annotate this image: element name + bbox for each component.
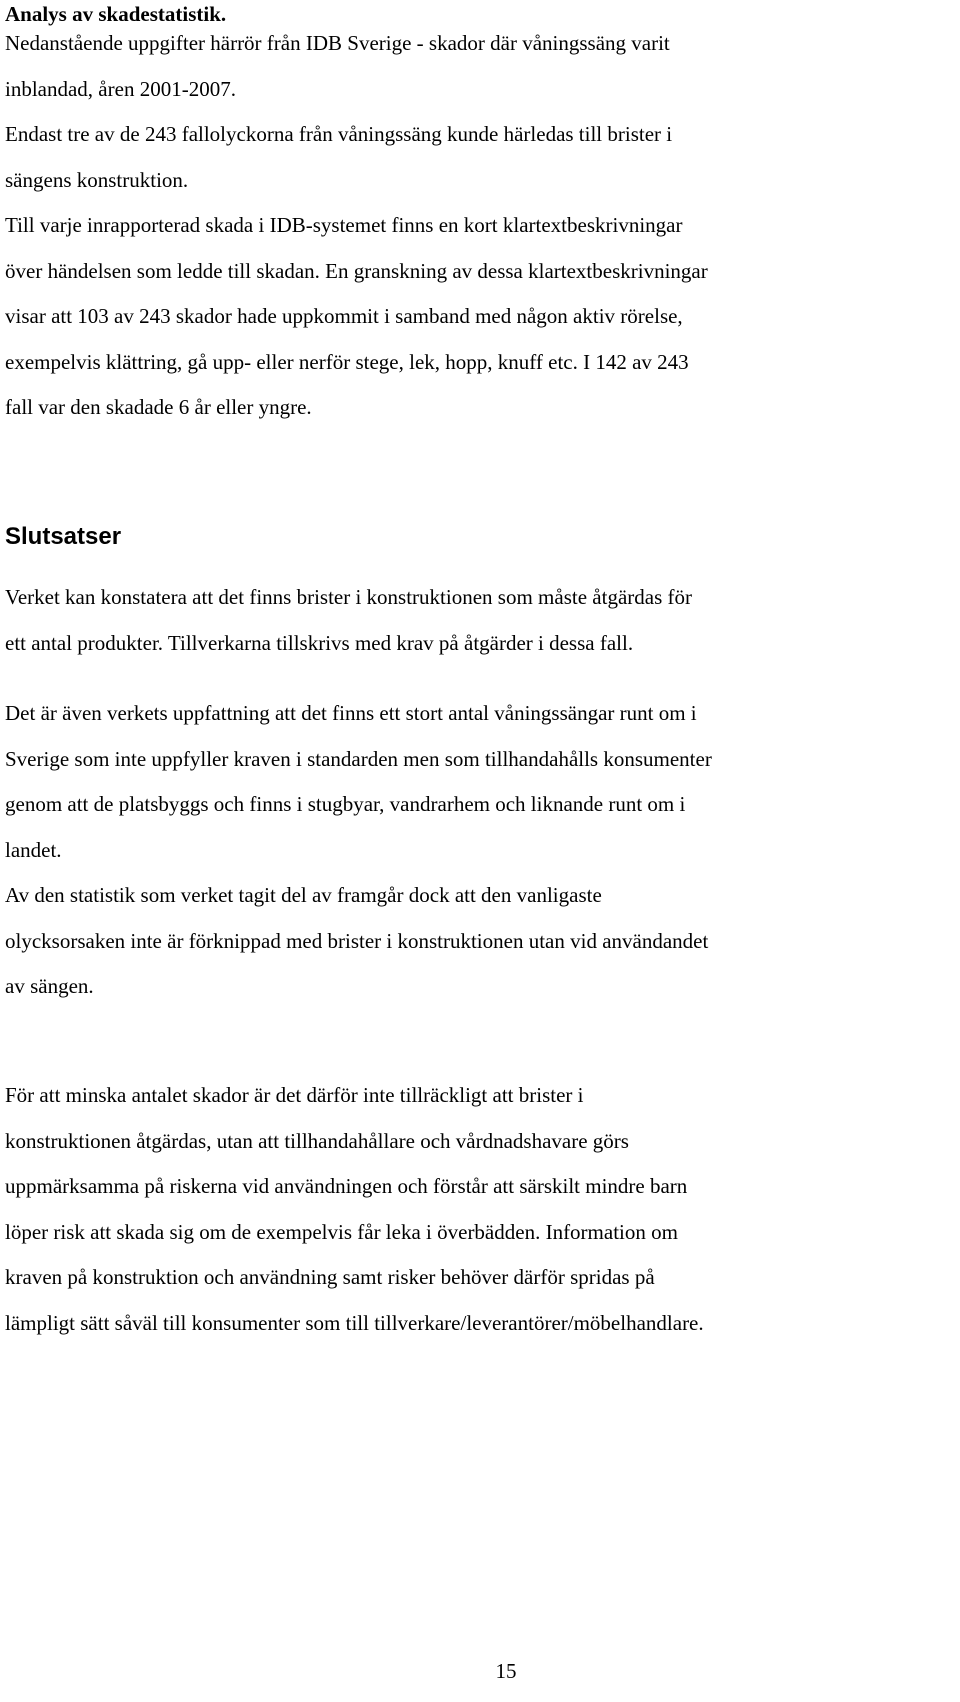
text-line: Till varje inrapporterad skada i IDB-systemet finns en kort klartextbeskrivningar: [5, 213, 683, 237]
text-line: över händelsen som ledde till skadan. En granskning av dessa klartextbeskrivningar: [5, 258, 708, 283]
section-heading: Slutsatser: [5, 523, 122, 550]
text-line: inblandad, åren 2001-2007.: [5, 76, 236, 101]
text-line: kraven på konstruktion och användning samt risker behöver därför spridas på: [5, 1265, 655, 1289]
conclusions-paragraph: [5, 575, 955, 666]
text-line: lämpligt sätt såväl till konsumenter som till tillverkare/leverantörer/möbelhandlare.: [5, 1310, 704, 1335]
text-line: Endast tre av de 243 fallolyckorna från våningssäng kunde härledas till brister i: [5, 122, 673, 146]
text-line: fall var den skadade 6 år eller yngre.: [5, 395, 312, 419]
text-line: landet.: [5, 837, 62, 862]
intro-text: [5, 21, 955, 431]
text-line: Nedanstående uppgifter härrör från IDB Sverige - skador där våningssäng varit: [5, 31, 670, 55]
text-line: genom att de platsbyggs och finns i stugbyar, vandrarhem och liknande runt om i: [5, 792, 686, 816]
text-line: Verket kan konstatera att det finns brister i konstruktionen som måste åtgärdas för: [5, 585, 692, 609]
text-line: av sängen.: [5, 974, 94, 998]
text-line: visar att 103 av 243 skador hade uppkommit i samband med någon aktiv rörelse,: [5, 304, 683, 328]
recommendation-paragraph: [5, 1073, 955, 1346]
text-line: Av den statistik som verket tagit del av framgår dock att den vanligaste: [5, 883, 602, 907]
document-title: Analys av skadestatistik.: [5, 2, 227, 26]
text-line: Sverige som inte uppfyller kraven i standarden men som tillhandahålls konsumenter: [5, 746, 712, 771]
text-line: uppmärksamma på riskerna vid användningen och förstår att särskilt mindre barn: [5, 1174, 688, 1198]
text-line: olycksorsaken inte är förknippad med brister i konstruktionen utan vid användandet: [5, 928, 709, 953]
page-number: 15: [495, 1659, 517, 1683]
text-line: Det är även verkets uppfattning att det finns ett stort antal våningssängar runt om i: [5, 701, 697, 725]
text-line: sängens konstruktion.: [5, 167, 189, 192]
text-line: konstruktionen åtgärdas, utan att tillhandahållare och vårdnadshavare görs: [5, 1128, 629, 1153]
intro-section: [5, 0, 955, 431]
opinion-paragraph: [5, 691, 955, 1010]
text-line: löper risk att skada sig om de exempelvis får leka i överbädden. Information om: [5, 1219, 678, 1244]
text-line: För att minska antalet skador är det därför inte tillräckligt att brister i: [5, 1083, 584, 1107]
text-line: ett antal produkter. Tillverkarna tillskrivs med krav på åtgärder i dessa fall.: [5, 630, 634, 655]
text-line: exempelvis klättring, gå upp- eller nerför stege, lek, hopp, knuff etc. I 142 av 243: [5, 349, 689, 374]
conclusions-heading-block: [5, 522, 955, 552]
